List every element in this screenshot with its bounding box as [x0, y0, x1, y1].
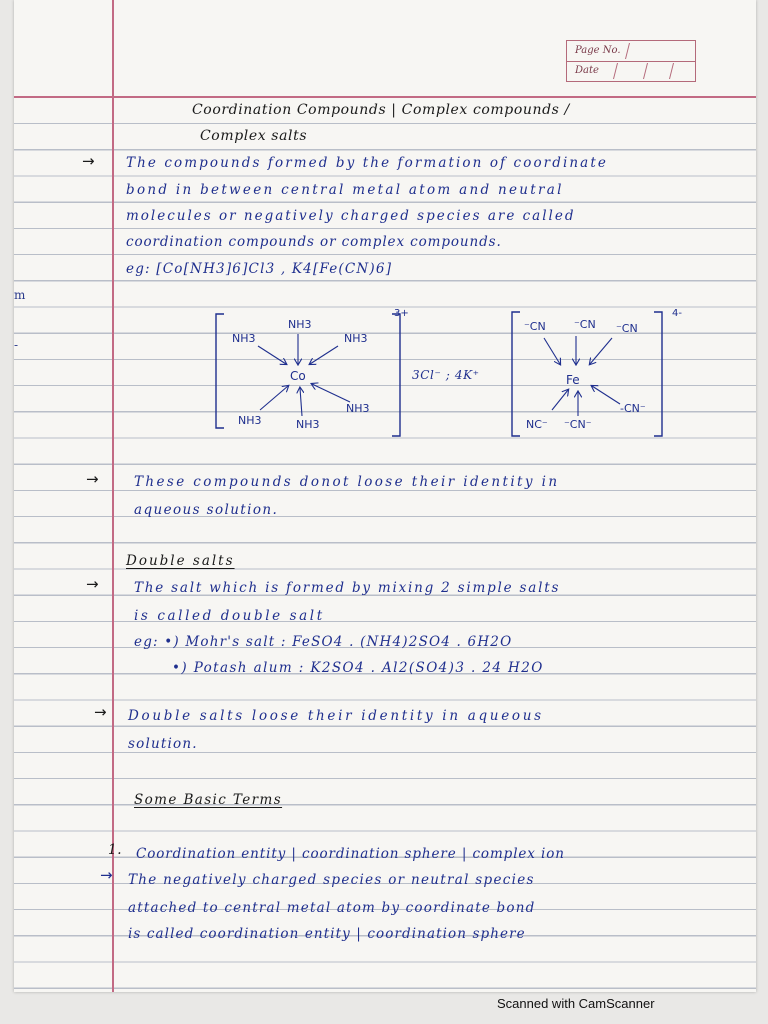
- para3-line1: The salt which is formed by mixing 2 simple salts: [134, 580, 561, 596]
- co-complex-charge: 3+: [394, 308, 409, 319]
- iron-complex-diagram: [508, 306, 698, 440]
- ligand-nh3-bottomleft: NH3: [238, 414, 262, 427]
- para1-line1: The compounds formed by the formation of coordinate: [126, 155, 608, 171]
- term1-title: Coordination entity | coordination sphere | complex ion: [136, 846, 565, 862]
- page-title: Coordination Compounds | Complex compounds /: [192, 102, 570, 118]
- ligand-nh3-topleft: NH3: [232, 332, 256, 345]
- central-atom-co: Co: [290, 369, 306, 383]
- example-potash-alum: •) Potash alum : K2SO4 . Al2(SO4)3 . 24 H2O: [172, 660, 544, 676]
- cobalt-complex-diagram: [210, 306, 410, 440]
- para1-line4: coordination compounds or complex compounds.: [126, 234, 502, 250]
- para2-line1: These compounds donot loose their identity in: [134, 474, 560, 490]
- ligand-cn-2: ⁻CN: [574, 318, 596, 331]
- ligand-nh3-topright: NH3: [344, 332, 368, 345]
- notebook-page: [14, 0, 756, 992]
- left-margin-dash: -: [14, 338, 19, 352]
- bullet-arrow-icon: →: [100, 866, 113, 884]
- para5-line2: attached to central metal atom by coordinate bond: [128, 900, 536, 916]
- page-date-box: [566, 40, 696, 82]
- para5-line3: is called coordination entity | coordination sphere: [128, 926, 526, 942]
- ligand-nh3-bottom: NH3: [296, 418, 320, 431]
- page-title-line2: Complex salts: [200, 128, 308, 144]
- header-rule: [14, 96, 756, 98]
- left-margin-mark: m: [14, 288, 26, 302]
- para2-line2: aqueous solution.: [134, 502, 279, 518]
- ligand-cn-3: ⁻CN: [616, 322, 638, 335]
- fe-complex-charge: 4-: [672, 308, 682, 319]
- para4-line1: Double salts loose their identity in aqueous: [128, 708, 544, 724]
- ligand-nh3-right: NH3: [346, 402, 370, 415]
- para1-line3: molecules or negatively charged species are called: [126, 208, 576, 224]
- term-number: 1.: [108, 842, 123, 858]
- heading-basic-terms: Some Basic Terms: [134, 792, 283, 808]
- bullet-arrow-icon: →: [94, 703, 107, 721]
- ligand-cn-1: ⁻CN: [524, 320, 546, 333]
- bullet-arrow-icon: →: [82, 152, 95, 170]
- para4-line2: solution.: [128, 736, 198, 752]
- bullet-arrow-icon: →: [86, 470, 99, 488]
- ligand-nh3-top: NH3: [288, 318, 312, 331]
- para5-line1: The negatively charged species or neutral species: [128, 872, 535, 888]
- example-mohr-salt: eg: •) Mohr's salt : FeSO4 . (NH4)2SO4 . 6H2O: [134, 634, 513, 650]
- para1-line2: bond in between central metal atom and neutral: [126, 182, 564, 198]
- counter-ions: 3Cl⁻ ; 4K⁺: [412, 368, 480, 382]
- para3-line2: is called double salt: [134, 608, 325, 624]
- heading-double-salts: Double salts: [126, 553, 235, 569]
- example-formulas: eg: [Co[NH3]6]Cl3 , K4[Fe(CN)6]: [126, 261, 393, 277]
- bullet-arrow-icon: →: [86, 575, 99, 593]
- scanner-watermark: Scanned with CamScanner: [497, 996, 655, 1011]
- date-label: Date: [575, 65, 599, 76]
- ligand-cn-6: ⁻CN⁻: [564, 418, 592, 431]
- central-atom-fe: Fe: [566, 373, 580, 387]
- ligand-nc-5: NC⁻: [526, 418, 548, 431]
- ligand-cn-4: -CN⁻: [620, 402, 646, 415]
- page-no-label: Page No.: [575, 45, 621, 56]
